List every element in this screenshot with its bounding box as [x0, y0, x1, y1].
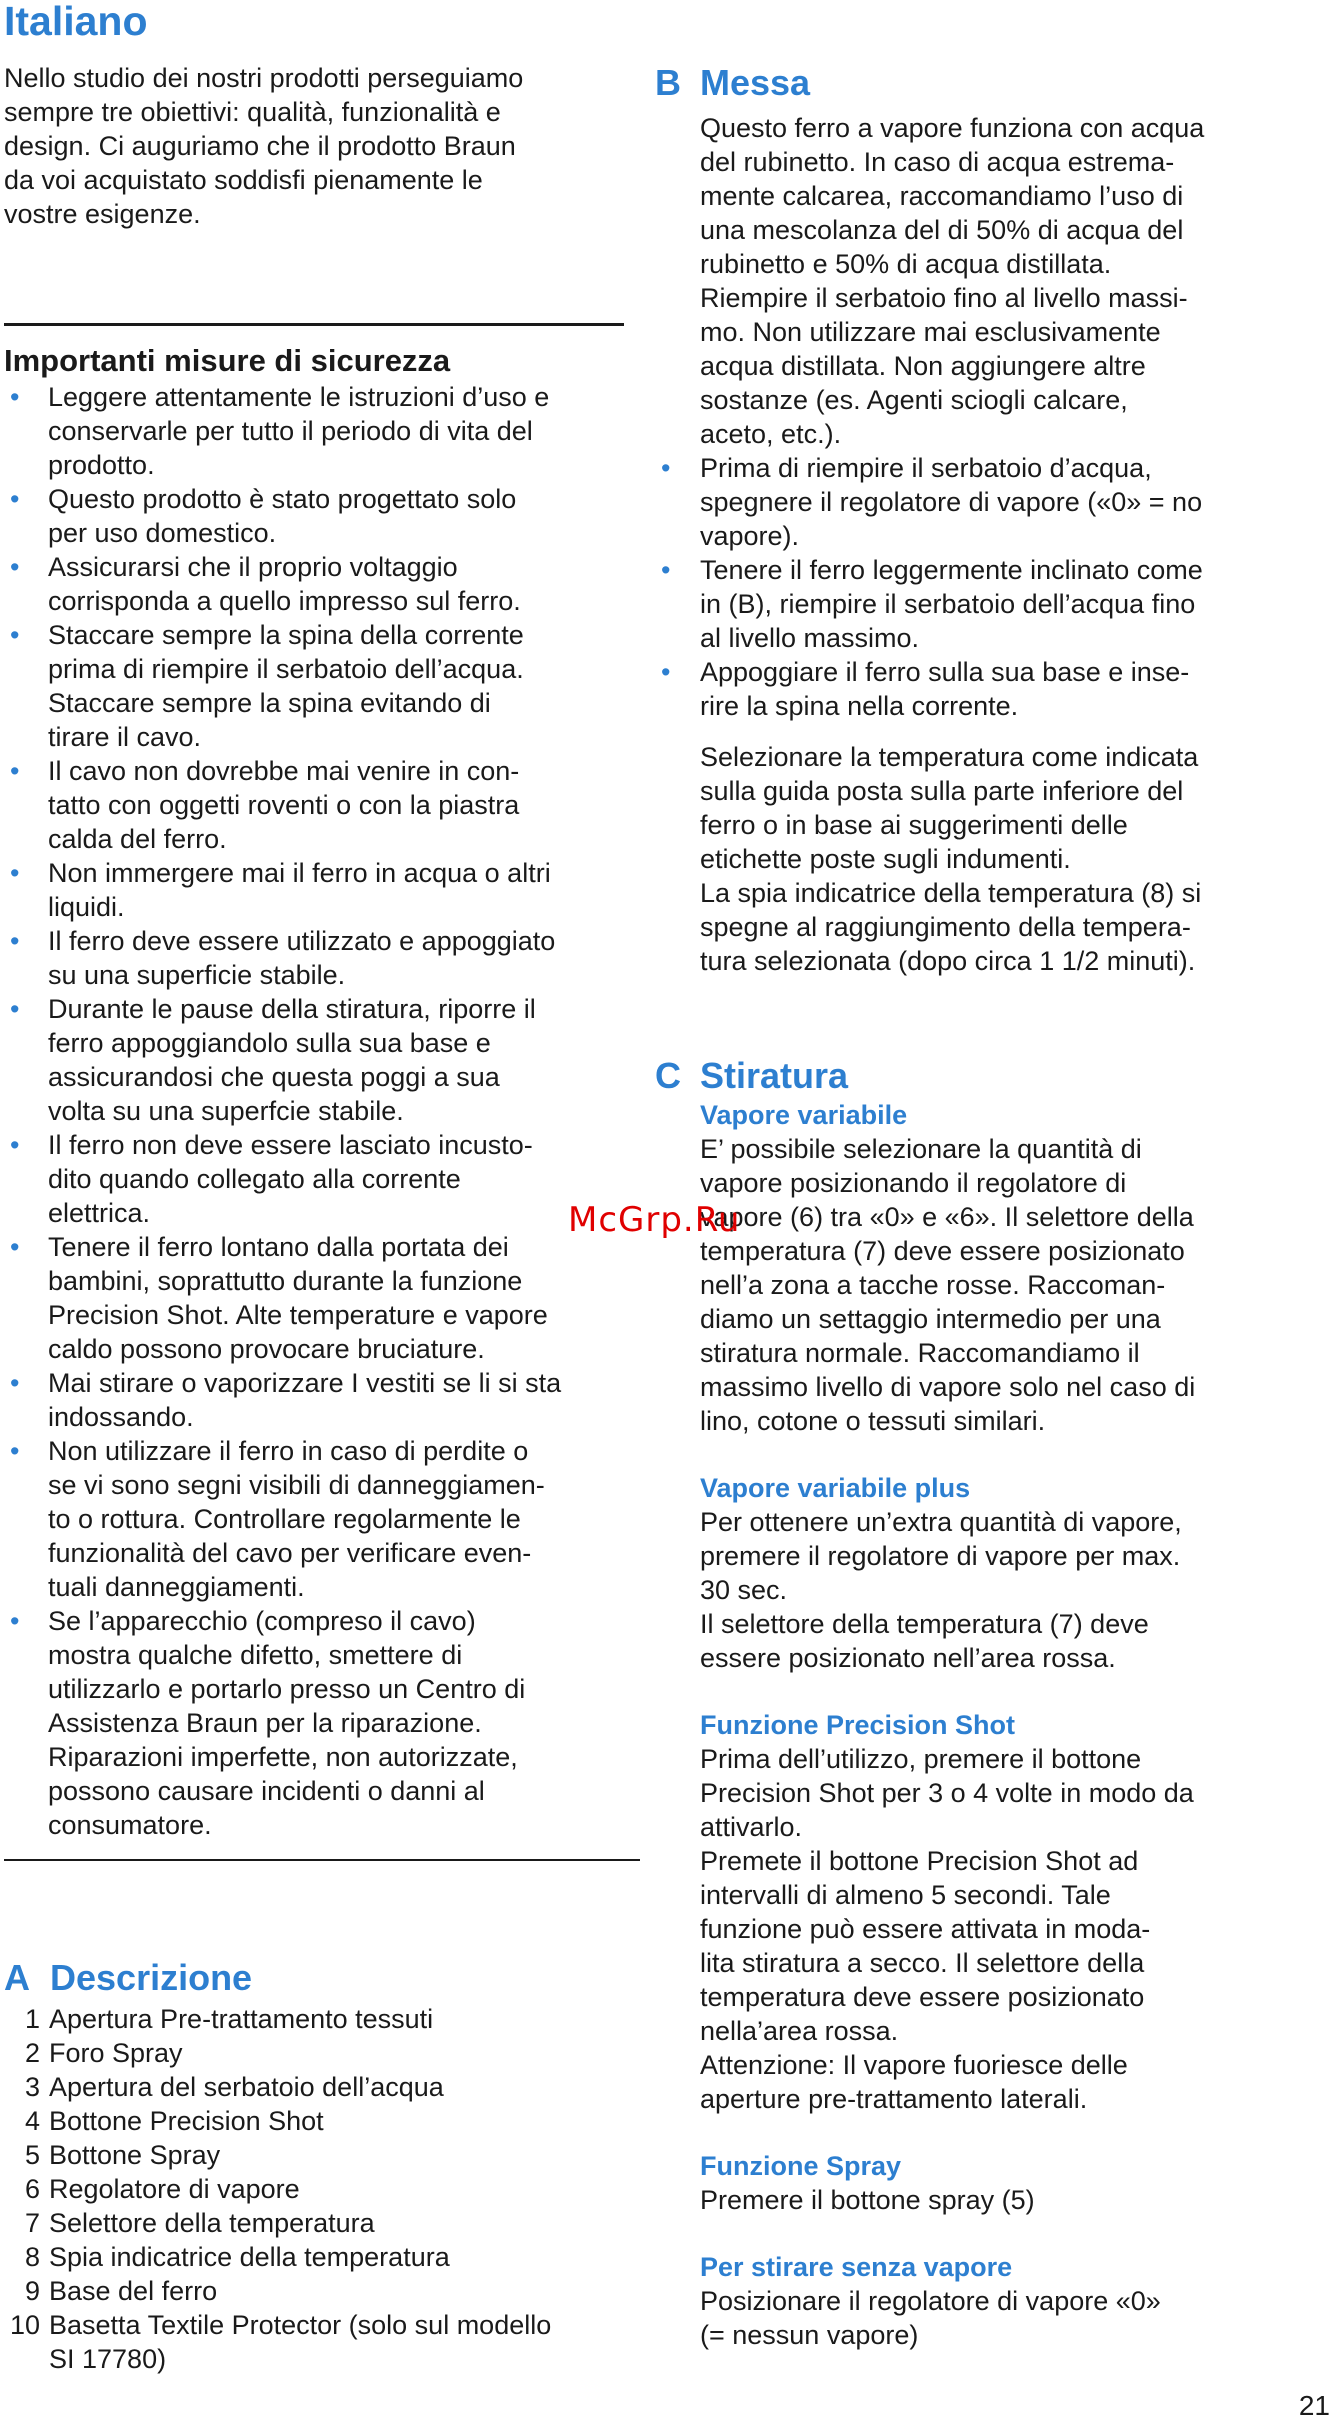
text-line: vapore posizionando il regolatore di	[700, 1168, 1127, 1198]
text-line: temperatura deve essere posizionato	[700, 1982, 1145, 2012]
text-line: mo. Non utilizzare mai esclusivamente	[700, 317, 1161, 347]
part-number: 6	[24, 2174, 40, 2204]
text-line: E’ possibile selezionare la quantità di	[700, 1134, 1142, 1164]
safety-item	[4, 754, 640, 856]
text-line: lita stiratura a secco. Il selettore della	[700, 1948, 1145, 1978]
part-item	[4, 2274, 640, 2308]
bullet-icon: •	[661, 555, 671, 585]
text-line: sulla guida posta sulla parte inferiore del	[700, 776, 1184, 806]
text-line: calda del ferro.	[48, 824, 227, 854]
text-line: Questo prodotto è stato progettato solo	[48, 484, 517, 514]
text-line: Apertura del serbatoio dell’acqua	[49, 2072, 444, 2102]
text-line: Prima di riempire il serbatoio d’acqua,	[700, 453, 1152, 483]
bullet-icon: •	[10, 756, 20, 786]
ironing-subsection	[700, 1708, 1330, 2116]
section-title: Stiratura	[700, 1055, 849, 1096]
text-line: Selettore della temperatura	[49, 2208, 375, 2238]
text-line: funzionalità del cavo per verificare even-	[48, 1538, 532, 1568]
bullet-icon: •	[661, 453, 671, 483]
text-line: lino, cotone o tessuti similari.	[700, 1406, 1046, 1436]
text-line: bambini, soprattutto durante la funzione	[48, 1266, 523, 1296]
text-line: (= nessun vapore)	[700, 2320, 919, 2350]
text-line: diamo un settaggio intermedio per una	[700, 1304, 1161, 1334]
section-letter: C	[655, 1055, 681, 1096]
text-line: funzione può essere attivata in moda-	[700, 1914, 1151, 1944]
bullet-icon: •	[10, 1436, 20, 1466]
part-item	[4, 2206, 640, 2240]
text-line: Assicurarsi che il proprio voltaggio	[48, 552, 458, 582]
subsection-heading: Funzione Spray	[700, 2151, 902, 2181]
subsection-heading: Per stirare senza vapore	[700, 2252, 1013, 2282]
text-line: da voi acquistato soddisfi pienamente le	[4, 165, 483, 195]
text-line: acqua distillata. Non aggiungere altre	[700, 351, 1146, 381]
text-line: corrisponda a quello impresso sul ferro.	[48, 586, 521, 616]
ironing-subsection	[700, 1471, 1330, 1675]
text-line: Premere il bottone spray (5)	[700, 2185, 1035, 2215]
text-line: aceto, etc.).	[700, 419, 842, 449]
text-line: spegne al raggiungimento della tempera-	[700, 912, 1191, 942]
text-line: Tenere il ferro leggermente inclinato come	[700, 555, 1203, 585]
subsection-heading: Vapore variabile plus	[700, 1473, 971, 1503]
text-line: dito quando collegato alla corrente	[48, 1164, 461, 1194]
text-line: Precision Shot per 3 o 4 volte in modo da	[700, 1778, 1194, 1808]
text-line: Il selettore della temperatura (7) deve	[700, 1609, 1149, 1639]
text-line: Durante le pause della stiratura, riporre il	[48, 994, 536, 1024]
section-letter: B	[655, 62, 681, 103]
text-line: premere il regolatore di vapore per max.	[700, 1541, 1181, 1571]
part-item	[4, 2308, 640, 2376]
safety-item	[4, 482, 640, 550]
text-line: essere posizionato nell’area rossa.	[700, 1643, 1116, 1673]
text-line: La spia indicatrice della temperatura (8) si	[700, 878, 1202, 908]
text-line: volta su una superfcie stabile.	[48, 1096, 404, 1126]
text-line: temperatura (7) deve essere posizionato	[700, 1236, 1185, 1266]
text-line: Bottone Precision Shot	[49, 2106, 324, 2136]
text-line: del rubinetto. In caso di acqua estrema-	[700, 147, 1175, 177]
bullet-icon: •	[10, 484, 20, 514]
bullet-icon: •	[10, 994, 20, 1024]
part-item	[4, 2172, 640, 2206]
part-number: 9	[24, 2276, 40, 2306]
right-column	[655, 0, 1330, 2352]
text-line: Non immergere mai il ferro in acqua o altri	[48, 858, 551, 888]
ironing-subsections	[700, 1098, 1330, 2352]
text-line: rubinetto e 50% di acqua distillata.	[700, 249, 1112, 279]
part-number: 4	[24, 2106, 40, 2136]
setup-temperature-text	[700, 740, 1330, 978]
section-letter: A	[4, 1957, 30, 1998]
text-line: sempre tre obiettivi: qualità, funzionalità e	[4, 97, 501, 127]
section-title: Messa	[700, 62, 811, 103]
safety-item	[4, 1366, 640, 1434]
part-number: 3	[24, 2072, 40, 2102]
text-line: Precision Shot. Alte temperature e vapore	[48, 1300, 548, 1330]
setup-steps	[655, 451, 1330, 723]
text-line: una mescolanza del di 50% di acqua del	[700, 215, 1184, 245]
text-line: Nello studio dei nostri prodotti perseguiamo	[4, 63, 524, 93]
safety-item	[4, 618, 640, 754]
setup-step	[655, 451, 1330, 553]
bullet-icon: •	[661, 657, 671, 687]
text-line: Apertura Pre-trattamento tessuti	[49, 2004, 434, 2034]
text-line: design. Ci auguriamo che il prodotto Braun	[4, 131, 516, 161]
safety-item	[4, 1434, 640, 1604]
part-item	[4, 2070, 640, 2104]
text-line: etichette poste sugli indumenti.	[700, 844, 1071, 874]
text-line: per uso domestico.	[48, 518, 277, 548]
ironing-subsection	[700, 2149, 1330, 2217]
bullet-icon: •	[10, 926, 20, 956]
text-line: su una superficie stabile.	[48, 960, 346, 990]
text-line: mente calcarea, raccomandiamo l’uso di	[700, 181, 1184, 211]
text-line: Tenere il ferro lontano dalla portata dei	[48, 1232, 509, 1262]
text-line: caldo possono provocare bruciature.	[48, 1334, 485, 1364]
bullet-icon: •	[10, 382, 20, 412]
bullet-icon: •	[10, 1606, 20, 1636]
text-line: Riempire il serbatoio fino al livello massi-	[700, 283, 1188, 313]
text-line: Il ferro deve essere utilizzato e appoggiato	[48, 926, 556, 956]
text-line: Attenzione: Il vapore fuoriesce delle	[700, 2050, 1128, 2080]
part-number: 5	[24, 2140, 40, 2170]
parts-list	[4, 2002, 640, 2376]
part-item	[4, 2138, 640, 2172]
text-line: Appoggiare il ferro sulla sua base e inse-	[700, 657, 1190, 687]
part-number: 10	[9, 2310, 40, 2340]
text-line: al livello massimo.	[700, 623, 920, 653]
text-line: Basetta Textile Protector (solo sul modello	[49, 2310, 552, 2340]
text-line: vapore (6) tra «0» e «6». Il selettore della	[700, 1202, 1194, 1232]
part-number: 8	[24, 2242, 40, 2272]
safety-item	[4, 924, 640, 992]
text-line: Mai stirare o vaporizzare I vestiti se li si sta	[48, 1368, 562, 1398]
safety-item	[4, 856, 640, 924]
section-a-heading	[4, 1956, 640, 2000]
text-line: ferro appoggiandolo sulla sua base e	[48, 1028, 491, 1058]
text-line: 30 sec.	[700, 1575, 788, 1605]
bullet-icon: •	[10, 1130, 20, 1160]
watermark: McGrp.Ru	[568, 1200, 741, 1240]
text-line: liquidi.	[48, 892, 125, 922]
text-line: Premete il bottone Precision Shot ad	[700, 1846, 1139, 1876]
part-item	[4, 2036, 640, 2070]
text-line: ferro o in base ai suggerimenti delle	[700, 810, 1128, 840]
text-line: nella’area rossa.	[700, 2016, 899, 2046]
text-line: Prima dell’utilizzo, premere il bottone	[700, 1744, 1142, 1774]
safety-item	[4, 992, 640, 1128]
text-line: prima di riempire il serbatoio dell’acqua.	[48, 654, 524, 684]
safety-heading: Importanti misure di sicurezza	[4, 343, 451, 378]
text-line: Selezionare la temperatura come indicata	[700, 742, 1199, 772]
text-line: intervalli di almeno 5 secondi. Tale	[700, 1880, 1111, 1910]
part-item	[4, 2240, 640, 2274]
bullet-icon: •	[10, 1368, 20, 1398]
text-line: possono causare incidenti o danni al	[48, 1776, 485, 1806]
text-line: sostanze (es. Agenti sciogli calcare,	[700, 385, 1128, 415]
bullet-icon: •	[10, 858, 20, 888]
text-line: vapore).	[700, 521, 800, 551]
safety-item	[4, 1230, 640, 1366]
safety-item	[4, 550, 640, 618]
text-line: attivarlo.	[700, 1812, 803, 1842]
bullet-icon: •	[10, 1232, 20, 1262]
page-number: 21	[1298, 2390, 1330, 2421]
text-line: Posizionare il regolatore di vapore «0»	[700, 2286, 1161, 2316]
section-c-heading	[655, 1054, 1330, 1098]
text-line: SI 17780)	[49, 2344, 167, 2374]
left-column	[4, 0, 640, 2376]
text-line: assicurandosi che questa poggi a sua	[48, 1062, 500, 1092]
bullet-icon: •	[10, 552, 20, 582]
text-line: nell’a zona a tacche rosse. Raccoman-	[700, 1270, 1166, 1300]
text-line: tirare il cavo.	[48, 722, 202, 752]
text-line: Staccare sempre la spina della corrente	[48, 620, 524, 650]
intro-paragraph	[4, 61, 640, 231]
text-line: Per ottenere un’extra quantità di vapore,	[700, 1507, 1182, 1537]
text-line: Bottone Spray	[49, 2140, 221, 2170]
text-line: to o rottura. Controllare regolarmente le	[48, 1504, 521, 1534]
text-line: Spia indicatrice della temperatura	[49, 2242, 450, 2272]
text-line: Regolatore di vapore	[49, 2174, 300, 2204]
part-number: 2	[24, 2038, 40, 2068]
section-b-heading	[655, 61, 1330, 105]
setup-step	[655, 655, 1330, 723]
ironing-subsection	[700, 1098, 1330, 1438]
part-number: 1	[24, 2004, 40, 2034]
text-line: Foro Spray	[49, 2038, 183, 2068]
subsection-heading: Vapore variabile	[700, 1100, 908, 1130]
bullet-icon: •	[10, 620, 20, 650]
setup-intro	[700, 111, 1330, 451]
text-line: tuali danneggiamenti.	[48, 1572, 305, 1602]
text-line: elettrica.	[48, 1198, 151, 1228]
text-line: Assistenza Braun per la riparazione.	[48, 1708, 482, 1738]
part-item	[4, 2104, 640, 2138]
safety-item	[4, 1604, 640, 1842]
text-line: indossando.	[48, 1402, 194, 1432]
text-line: Riparazioni imperfette, non autorizzate,	[48, 1742, 518, 1772]
text-line: conservarle per tutto il periodo di vita del	[48, 416, 533, 446]
safety-list	[4, 380, 640, 1842]
text-line: Staccare sempre la spina evitando di	[48, 688, 491, 718]
text-line: rire la spina nella corrente.	[700, 691, 1019, 721]
subsection-heading: Funzione Precision Shot	[700, 1710, 1016, 1740]
text-line: massimo livello di vapore solo nel caso di	[700, 1372, 1196, 1402]
part-item	[4, 2002, 640, 2036]
text-line: spegnere il regolatore di vapore («0» = no	[700, 487, 1203, 517]
part-number: 7	[24, 2208, 40, 2238]
text-line: mostra qualche difetto, smettere di	[48, 1640, 463, 1670]
text-line: Il ferro non deve essere lasciato incusto-	[48, 1130, 533, 1160]
text-line: aperture pre-trattamento laterali.	[700, 2084, 1088, 2114]
text-line: vostre esigenze.	[4, 199, 201, 229]
text-line: Questo ferro a vapore funziona con acqua	[700, 113, 1205, 143]
text-line: consumatore.	[48, 1810, 212, 1840]
text-line: stiratura normale. Raccomandiamo il	[700, 1338, 1140, 1368]
ironing-subsection	[700, 2250, 1330, 2352]
text-line: Base del ferro	[49, 2276, 218, 2306]
text-line: tura selezionata (dopo circa 1 1/2 minuti).	[700, 946, 1196, 976]
safety-item	[4, 1128, 640, 1230]
text-line: prodotto.	[48, 450, 155, 480]
text-line: se vi sono segni visibili di danneggiamen-	[48, 1470, 545, 1500]
setup-step	[655, 553, 1330, 655]
text-line: Se l’apparecchio (compreso il cavo)	[48, 1606, 476, 1636]
text-line: Leggere attentamente le istruzioni d’uso e	[48, 382, 550, 412]
language-title: Italiano	[4, 0, 148, 44]
section-title: Descrizione	[50, 1957, 253, 1998]
text-line: Il cavo non dovrebbe mai venire in con-	[48, 756, 520, 786]
text-line: in (B), riempire il serbatoio dell’acqua fino	[700, 589, 1196, 619]
text-line: tatto con oggetti roventi o con la piastra	[48, 790, 520, 820]
text-line: utilizzarlo e portarlo presso un Centro di	[48, 1674, 526, 1704]
safety-item	[4, 380, 640, 482]
text-line: Non utilizzare il ferro in caso di perdite o	[48, 1436, 529, 1466]
